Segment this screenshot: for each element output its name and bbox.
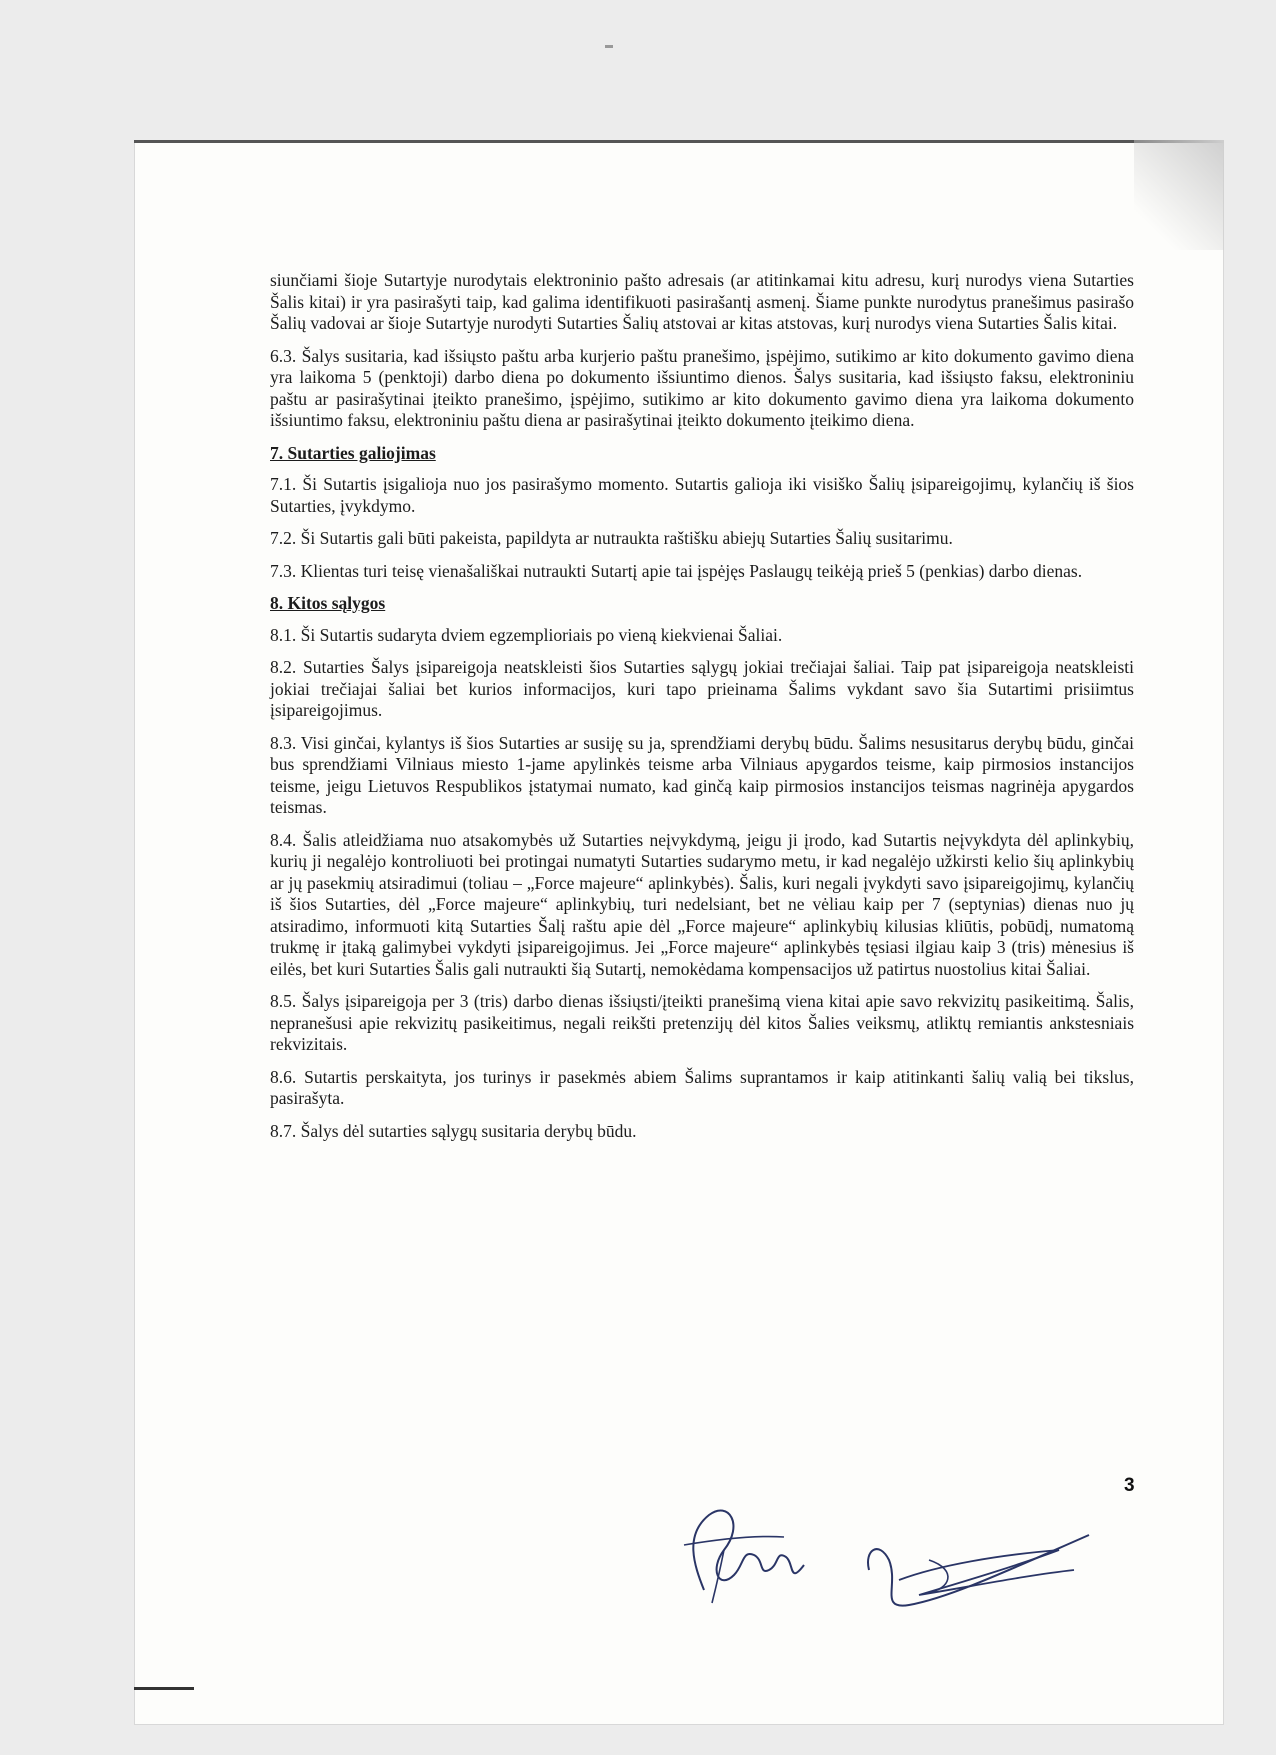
clause-8-5: 8.5. Šalys įsipareigoja per 3 (tris) darbo dienas išsiųsti/įteikti pranešimą viena kitai apie savo rekvizitų pasikeitimą. Šalis, nepranešusi apie rekvizitų pasikeitimus, negali reikšti pretenzijų dėl kitos Šalies veiksmų, atliktų remiantis ankstesniais rekvizitais.	[270, 991, 1134, 1054]
clause-8-7: 8.7. Šalys dėl sutarties sąlygų susitaria derybų būdu.	[270, 1120, 637, 1141]
document-body	[270, 270, 1134, 1153]
handwritten-signature-icon	[664, 1495, 814, 1605]
scan-speck	[605, 45, 613, 48]
paragraph: siunčiami šioje Sutartyje nurodytais elektroninio pašto adresais (ar atitinkamai kitu adresu, kurį nurodys viena Sutarties Šalis kitai) ir yra pasirašyti taip, kad galima identifikuoti pasirašantį asmenį. Šiame punkte nurodytus pranešimus pasirašo Šalių vadovai ar šioje Sutartyje nurodyti Sutarties Šalių atstovai ar kitas atstovas, kurį nurodys viena Sutarties Šalis kitai.	[270, 270, 1134, 333]
document-page	[134, 140, 1224, 1725]
section-7-heading: 7. Sutarties galiojimas	[270, 442, 436, 463]
clause-8-1: 8.1. Ši Sutartis sudaryta dviem egzemplioriais po vieną kiekvienai Šaliai.	[270, 624, 783, 645]
scan-corner-shadow	[1134, 140, 1224, 250]
section-8-heading: 8. Kitos sąlygos	[270, 593, 386, 613]
clause-8-3: 8.3. Visi ginčai, kylantys iš šios Sutarties ar susiję su ja, sprendžiami derybų būdu. Šalims nesusitarus derybų būdu, ginčai bus sprendžiami Vilniaus miesto 1-jame apylinkės teisme arba Vilniaus apygardos teisme, kaip pirmosios instancijos teisme, jeigu Lietuvos Respublikos įstatymai numato, kad ginčą kaip pirmosios instancijos teismas nagrinėja apygardos teismas.	[270, 732, 1134, 817]
clause-7-2: 7.2. Ši Sutartis gali būti pakeista, papildyta ar nutraukta raštišku abiejų Sutarties Šalių susitarimu.	[270, 528, 953, 548]
clause-7-1: 7.1. Ši Sutartis įsigalioja nuo jos pasirašymo momento. Sutartis galioja iki visiško Šalių įsipareigojimų, kylančių iš šios Sutarties, įvykdymo.	[270, 474, 1134, 516]
handwritten-signature-icon	[859, 1530, 1119, 1620]
page-number: 3	[1124, 1475, 1135, 1496]
clause-8-4: 8.4. Šalis atleidžiama nuo atsakomybės už Sutarties neįvykdymą, jeigu ji įrodo, kad Sutartis neįvykdyta dėl aplinkybių, kurių ji negalėjo kontroliuoti bei protingai numatyti Sutarties sudarymo metu, ir kad negalėjo užkirsti kelio šių aplinkybių ar jų pasekmių atsiradimui (toliau – „Force majeure“ aplinkybės). Šalis, kuri negali įvykdyti savo įsipareigojimų, kylančių iš šios Sutarties, dėl „Force majeure“ aplinkybių, turi nedelsiant, bet ne vėliau kaip per 7 (septynias) dienas nuo jų atsiradimo, informuoti kitą Sutarties Šalį raštu apie dėl „Force majeure“ aplinkybių kilusias kliūtis, pobūdį, numatomą trukmę ir įtaką galimybei vykdyti įsipareigojimus. Jei „Force majeure“ aplinkybės tęsiasi ilgiau kaip 3 (tris) mėnesius iš eilės, bet kuri Sutarties Šalis gali nutraukti šią Sutartį, nemokėdama kompensacijos už patirtus nuostolius kitai Šaliai.	[270, 829, 1134, 979]
clause-7-3: 7.3. Klientas turi teisę vienašališkai nutraukti Sutartį apie tai įspėjęs Paslaugų teikėją prieš 5 (penkias) darbo dienas.	[270, 560, 1083, 581]
clause-8-6: 8.6. Sutartis perskaityta, jos turinys ir pasekmės abiem Šalims suprantamos ir kaip atitinkanti šalių valią bei tikslus, pasirašyta.	[270, 1066, 1134, 1108]
page-bottom-edge	[134, 1687, 194, 1690]
clause-8-2: 8.2. Sutarties Šalys įsipareigoja neatskleisti šios Sutarties sąlygų jokiai trečiajai šaliai. Taip pat įsipareigoja neatskleisti jokiai trečiajai šaliai bet kurios informacijos, kuri tapo prieinama Šalims vykdant savo šia Sutartimi prisiimtus įsipareigojimus.	[270, 657, 1134, 720]
page-top-edge	[134, 140, 1224, 143]
paragraph-6-3: 6.3. Šalys susitaria, kad išsiųsto paštu arba kurjerio paštu pranešimo, įspėjimo, sutikimo ar kito dokumento gavimo diena yra laikoma 5 (penktoji) darbo diena po dokumento išsiuntimo dienos. Šalys susitaria, kad išsiųsto faksu, elektroniniu paštu ar pasirašytinai įteikto pranešimo, įspėjimo, sutikimo ar kito dokumento gavimo diena yra laikoma dokumento išsiuntimo faksu, elektroniniu paštu diena ar pasirašytinai įteikto dokumento įteikimo diena.	[270, 345, 1134, 430]
